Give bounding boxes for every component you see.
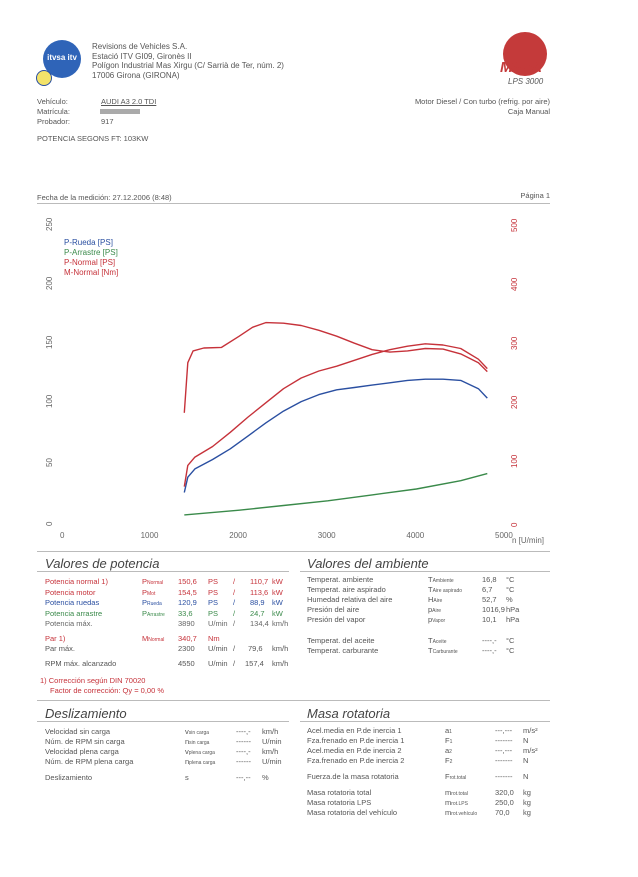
max-rpm-speed: 157,4: [245, 659, 264, 668]
rot-row-value: 250,0: [495, 798, 514, 807]
slip-row-value: ------: [236, 737, 251, 746]
ambient-row-label: Temperat. carburante: [307, 646, 379, 655]
rot-row-symbol: a1: [445, 726, 452, 735]
power-row-unit: PS: [208, 608, 219, 618]
ambient-row-label: Humedad relativa del aire: [307, 595, 393, 604]
power-row-value: 3890: [178, 619, 195, 628]
rot-row-symbol: a2: [445, 746, 452, 755]
rot-row-unit: kg: [523, 788, 531, 797]
power-row-label: Potencia máx.: [45, 619, 93, 628]
x-tick-label: 3000: [317, 531, 336, 540]
power-row-symbol: PArrastre: [142, 608, 165, 618]
slip-row-value: ----,-: [236, 727, 251, 736]
power-row-value2: 110,7: [250, 577, 269, 586]
rot-row-label: Masa rotatoria del vehículo: [307, 808, 398, 817]
rot-row-value: 70,0: [495, 808, 510, 817]
divider: [37, 203, 550, 204]
torque-unit: Nm: [208, 634, 220, 643]
ambient-row-symbol: TAire aspirado: [428, 585, 463, 594]
tester-value: 917: [101, 117, 114, 126]
power-row-unit2: kW: [272, 587, 283, 597]
rot-row-label: Acel.media en P.de inercia 2: [307, 746, 402, 755]
y-right-tick-label: 500: [510, 218, 519, 232]
x-axis-label: n [U/min]: [512, 536, 545, 545]
slip-row-label: Núm. de RPM sin carga: [45, 737, 125, 746]
rot-row-symbol: mrot.vehículo: [445, 808, 478, 817]
rot-row-label: Masa rotatoria total: [307, 788, 372, 797]
series-line-2: [184, 474, 487, 515]
power-row-unit2: km/h: [272, 619, 289, 628]
rot-row-label: Fuerza.de la masa rotatoria: [307, 772, 399, 781]
rot-row-label: Acel.media en P.de inercia 1: [307, 726, 402, 735]
rot-row-unit: N: [523, 736, 529, 745]
redacted-plate: [100, 109, 140, 114]
correction-factor: Factor de corrección: Qy = 0,00 %: [50, 686, 165, 695]
power-row-value: 33,6: [178, 608, 193, 618]
rot-row-unit: N: [523, 756, 529, 765]
power-row-unit2: kW: [272, 598, 283, 607]
divider: [37, 700, 550, 701]
x-tick-label: 2000: [229, 531, 247, 540]
ambient-row-unit: hPa: [506, 615, 520, 624]
ambient-row-symbol: TAmbiente: [428, 575, 454, 584]
maha-logo: MAHA: [500, 59, 541, 76]
vehicle-value: AUDI A3 2.0 TDI: [101, 97, 157, 106]
rot-row-unit: N: [523, 772, 529, 781]
ambient-row-symbol: HAire: [428, 595, 443, 604]
correction-note: 1) Corrección según DIN 70020: [40, 676, 146, 685]
rot-row-value: ---,---: [495, 746, 513, 755]
ambient-row-label: Temperat. aire aspirado: [307, 585, 386, 594]
slip-row-unit: km/h: [262, 747, 279, 756]
power-row-symbol: PRueda: [142, 598, 162, 607]
power-row-label: Potencia arrastre: [45, 608, 103, 618]
rot-row-label: Fza.frenado en P.de inercia 1: [307, 736, 405, 745]
power-row-label: Potencia normal 1): [45, 577, 108, 586]
series-line-3: [184, 344, 487, 487]
slip-row-symbol: nsin carga: [185, 737, 210, 746]
y-left-tick-label: 50: [45, 458, 54, 467]
max-rpm-unit: U/min: [208, 659, 228, 668]
legend-entry: P-Rueda [PS]: [64, 238, 113, 247]
y-left-tick-label: 100: [45, 394, 54, 408]
y-left-tick-label: 150: [45, 335, 54, 349]
company-line: Polígon Industrial Mas Xirgu (C/ Sarrià de Ter, núm. 2): [92, 61, 284, 70]
badge-icon: [36, 70, 52, 86]
y-right-tick-label: 400: [510, 277, 519, 291]
slip-row-unit: km/h: [262, 727, 279, 736]
rot-row-symbol: Frot.total: [445, 772, 467, 781]
slip-row-unit: %: [262, 773, 269, 782]
rot-row-unit: kg: [523, 798, 531, 807]
legend-entry: M-Normal [Nm]: [64, 268, 119, 277]
company-line: Revisions de Vehicles S.A.: [92, 42, 188, 51]
power-row-value2: 113,6: [250, 587, 269, 597]
rot-row-symbol: F2: [445, 756, 453, 765]
ambient-row-value: 10,1: [482, 615, 497, 624]
rot-row-value: -------: [495, 756, 513, 765]
rot-row-unit: kg: [523, 808, 531, 817]
slip-row-symbol: nplena carga: [185, 757, 216, 766]
power-row-unit: PS: [208, 598, 219, 607]
power-curve-chart: [0, 205, 638, 550]
power-row-value: 154,5: [178, 587, 197, 597]
slip-row-value: ---,--: [236, 773, 251, 782]
torque-symbol: MNormal: [142, 634, 165, 643]
company-address: [92, 42, 284, 80]
power-row-unit2: kW: [272, 608, 283, 618]
ambient-row-unit: °C: [506, 585, 515, 594]
rot-row-symbol: mrot.LPS: [445, 798, 468, 807]
slip-row-symbol: vplena carga: [185, 747, 215, 756]
ambient-row-label: Temperat. del aceite: [307, 636, 375, 645]
slip-section-title: Deslizamiento: [45, 706, 127, 721]
legend-entry: P-Normal [PS]: [64, 258, 116, 267]
slip-row-unit: U/min: [262, 757, 282, 766]
divider: [300, 571, 550, 572]
power-row-label: Potencia ruedas: [45, 598, 100, 607]
rot-row-value: -------: [495, 736, 513, 745]
series-line-1: [184, 379, 487, 492]
torque-value: 340,7: [178, 634, 197, 643]
power-row-symbol: PNormal: [142, 577, 164, 586]
ambient-row-symbol: pVapor: [428, 615, 446, 624]
ambient-row-label: Presión del vapor: [307, 615, 366, 624]
max-torque-rpm: 2300: [178, 644, 195, 653]
power-row-sep: /: [233, 598, 236, 607]
ambient-row-unit: °C: [506, 575, 515, 584]
ambient-row-label: Presión del aire: [307, 605, 360, 614]
power-row-label: Potencia motor: [45, 587, 96, 597]
ambient-row-unit: hPa: [506, 605, 520, 614]
power-row-unit: U/min: [208, 619, 228, 628]
y-right-tick-label: 100: [510, 454, 519, 468]
torque-label: Par 1): [45, 634, 66, 643]
rot-row-unit: m/s²: [523, 726, 538, 735]
divider: [37, 551, 550, 552]
rotating-section-title: Masa rotatoria: [307, 706, 391, 721]
slip-row-label: Velocidad sin carga: [45, 727, 111, 736]
slip-row-value: ------: [236, 757, 251, 766]
model-label: LPS 3000: [508, 77, 544, 86]
power-row-value2: 134,4: [250, 619, 269, 628]
power-row-value2: 24,7: [250, 608, 265, 618]
x-tick-label: 5000: [495, 531, 513, 540]
legend-entry: P-Arrastre [PS]: [64, 248, 118, 257]
page-number: Página 1: [520, 191, 550, 200]
company-line: Estació ITV GI09, Gironès II: [92, 51, 192, 61]
power-row-unit2: kW: [272, 577, 283, 586]
ambient-row-unit: °C: [506, 646, 515, 655]
ambient-row-symbol: pAire: [428, 605, 442, 614]
max-rpm-value: 4550: [178, 659, 195, 668]
max-torque-rpm-unit: U/min: [208, 644, 228, 653]
rot-row-symbol: F1: [445, 736, 453, 745]
power-row-sep: /: [233, 619, 236, 628]
slip-row-label: Núm. de RPM plena carga: [45, 757, 134, 766]
plate-label: Matrícula:: [37, 107, 70, 116]
power-spec: POTENCIA SEGONS FT: 103KW: [37, 134, 149, 143]
power-row-unit: PS: [208, 577, 219, 586]
ambient-row-unit: °C: [506, 636, 515, 645]
slip-row-unit: U/min: [262, 737, 282, 746]
ambient-row-value: 16,8: [482, 575, 497, 584]
ambient-row-unit: %: [506, 595, 513, 604]
power-row-unit: PS: [208, 587, 219, 597]
max-torque-speed: 79,6: [248, 644, 263, 653]
ambient-row-value: 6,7: [482, 585, 493, 594]
rot-row-value: -------: [495, 772, 513, 781]
slip-row-symbol: vsin carga: [185, 727, 210, 736]
series-line-4: [184, 323, 487, 413]
power-row-value2: 88,9: [250, 598, 265, 607]
rot-row-value: 320,0: [495, 788, 514, 797]
power-row-symbol: PMot: [142, 587, 156, 597]
ambient-row-value: 52,7: [482, 595, 497, 604]
max-rpm-speed-unit: km/h: [272, 659, 289, 668]
ambient-row-value: ----,-: [482, 636, 497, 645]
slip-row-value: ----,-: [236, 747, 251, 756]
x-tick-label: 1000: [140, 531, 159, 540]
tester-label: Probador:: [37, 117, 70, 126]
slip-row-label: Velocidad plena carga: [45, 747, 119, 756]
ambient-row-label: Temperat. ambiente: [307, 575, 374, 584]
power-row-sep: /: [233, 587, 236, 597]
power-row-value: 120,9: [178, 598, 197, 607]
ambient-section-title: Valores del ambiente: [307, 556, 429, 571]
rot-row-value: ---,---: [495, 726, 513, 735]
rot-row-label: Fza.frenado en P.de inercia 2: [307, 756, 405, 765]
y-left-tick-label: 0: [45, 521, 54, 526]
max-rpm-label: RPM máx. alcanzado: [45, 659, 117, 668]
ambient-row-symbol: TCarburante: [428, 646, 458, 655]
engine-desc: Motor Diesel / Con turbo (refrig. por aire): [414, 97, 550, 106]
ambient-row-value: ----,-: [482, 646, 497, 655]
power-section-title: Valores de potencia: [45, 556, 160, 571]
x-tick-label: 0: [60, 531, 65, 540]
y-right-tick-label: 300: [510, 336, 519, 350]
rot-row-unit: m/s²: [523, 746, 538, 755]
gearbox: Caja Manual: [507, 107, 550, 116]
slip-row-label: Deslizamiento: [45, 773, 93, 782]
power-row-sep: /: [233, 608, 236, 618]
y-left-tick-label: 200: [45, 276, 54, 290]
power-row-sep: /: [233, 577, 236, 586]
divider: [300, 721, 550, 722]
ambient-row-value: 1016,9: [482, 605, 505, 614]
x-tick-label: 4000: [406, 531, 425, 540]
divider: [37, 721, 289, 722]
y-left-tick-label: 250: [45, 217, 54, 231]
vehicle-label: Vehículo:: [37, 97, 68, 106]
divider: [37, 571, 289, 572]
itv-logo: itvsa itv: [43, 40, 81, 78]
y-right-tick-label: 0: [510, 522, 519, 527]
ambient-row-symbol: TAceite: [428, 636, 447, 645]
company-line: 17006 Girona (GIRONA): [92, 70, 180, 80]
max-torque-label: Par máx.: [45, 644, 76, 653]
rot-row-label: Masa rotatoria LPS: [307, 798, 372, 807]
slip-row-symbol: s: [185, 773, 189, 782]
y-right-tick-label: 200: [510, 395, 519, 409]
power-row-value: 150,6: [178, 577, 197, 586]
max-torque-speed-unit: km/h: [272, 644, 289, 653]
rot-row-symbol: mrot.total: [445, 788, 468, 797]
measurement-date: Fecha de la medición: 27.12.2006 (8:48): [37, 193, 172, 202]
